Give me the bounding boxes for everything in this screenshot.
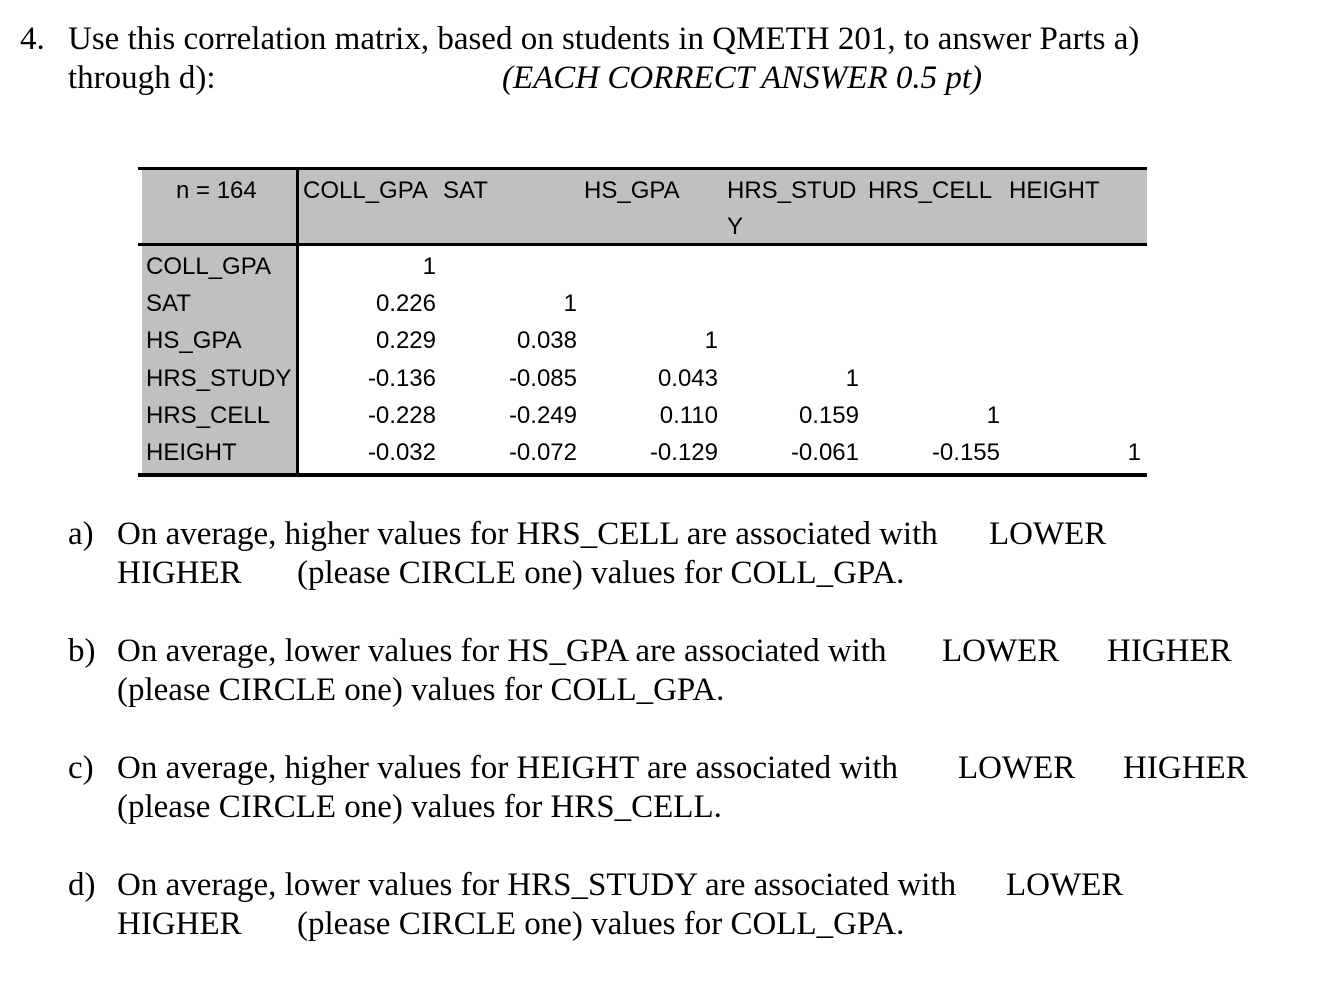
header-divider	[138, 243, 1147, 246]
part-a-letter: a)	[68, 516, 94, 552]
matrix-cell: -0.061	[790, 439, 859, 466]
matrix-cell: -0.228	[367, 402, 436, 429]
part-c-instruction: (please CIRCLE one) values for HRS_CELL.	[117, 789, 722, 825]
column-header-hrs-study-wrap: Y	[727, 213, 744, 240]
row-label-sat: SAT	[146, 290, 191, 317]
matrix-cell: -0.155	[931, 439, 1000, 466]
matrix-cell: -0.072	[508, 439, 577, 466]
part-c-lower-option[interactable]: LOWER	[958, 750, 1076, 786]
part-c-higher-option[interactable]: HIGHER	[1123, 750, 1248, 786]
top-border	[138, 167, 1147, 170]
question-number: 4.	[20, 21, 45, 57]
matrix-cell: -0.085	[508, 365, 577, 392]
matrix-cell: 0.038	[516, 327, 577, 354]
label-column-divider	[296, 167, 299, 473]
part-a-instruction: (please CIRCLE one) values for COLL_GPA.	[297, 555, 905, 591]
matrix-cell: 0.043	[657, 365, 718, 392]
row-label-height: HEIGHT	[146, 439, 237, 466]
matrix-cell: 1	[986, 402, 1000, 429]
matrix-cell: 1	[704, 327, 718, 354]
part-b-instruction: (please CIRCLE one) values for COLL_GPA.	[117, 672, 725, 708]
part-b-higher-option[interactable]: HIGHER	[1107, 633, 1232, 669]
question-intro-line1: Use this correlation matrix, based on students in QMETH 201, to answer Parts a)	[68, 21, 1140, 57]
matrix-cell: 1	[422, 253, 436, 280]
matrix-cell: 1	[563, 290, 577, 317]
correlation-matrix	[138, 167, 1147, 478]
bottom-border	[138, 473, 1147, 477]
part-a-question: On average, higher values for HRS_CELL are associated with	[117, 516, 938, 552]
matrix-cell: 0.159	[798, 402, 859, 429]
matrix-cell: 1	[845, 365, 859, 392]
column-header-hrs-cell: HRS_CELL	[868, 177, 993, 204]
row-label-hrs-study: HRS_STUDY	[146, 365, 292, 392]
matrix-cell: -0.136	[367, 365, 436, 392]
column-header-height: HEIGHT	[1009, 177, 1100, 204]
part-b-question: On average, lower values for HS_GPA are associated with	[117, 633, 887, 669]
row-label-coll-gpa: COLL_GPA	[146, 253, 271, 280]
question-intro-line2: through d):	[68, 60, 216, 96]
matrix-cell: -0.129	[649, 439, 718, 466]
part-d-instruction: (please CIRCLE one) values for COLL_GPA.	[297, 906, 905, 942]
part-c-question: On average, higher values for HEIGHT are associated with	[117, 750, 899, 786]
part-c-letter: c)	[68, 750, 94, 786]
column-header-sat: SAT	[443, 177, 488, 204]
points-note: (EACH CORRECT ANSWER 0.5 pt)	[502, 60, 983, 96]
matrix-cell: 0.226	[375, 290, 436, 317]
column-header-coll-gpa: COLL_GPA	[303, 177, 428, 204]
matrix-cell: 1	[1127, 439, 1141, 466]
row-label-hrs-cell: HRS_CELL	[146, 402, 271, 429]
part-a-lower-option[interactable]: LOWER	[989, 516, 1107, 552]
matrix-cell: 0.229	[375, 327, 436, 354]
matrix-cell: -0.249	[508, 402, 577, 429]
column-header-hrs-study: HRS_STUD	[727, 177, 857, 204]
part-d-question: On average, lower values for HRS_STUDY are associated with	[117, 867, 957, 903]
n-label: n = 164	[176, 177, 257, 204]
part-a-higher-option[interactable]: HIGHER	[117, 555, 242, 591]
part-d-lower-option[interactable]: LOWER	[1006, 867, 1124, 903]
part-d-letter: d)	[68, 867, 96, 903]
matrix-cell: 0.110	[659, 402, 718, 429]
matrix-cell: -0.032	[367, 439, 436, 466]
row-label-hs-gpa: HS_GPA	[146, 327, 242, 354]
part-b-lower-option[interactable]: LOWER	[942, 633, 1060, 669]
part-b-letter: b)	[68, 633, 96, 669]
part-d-higher-option[interactable]: HIGHER	[117, 906, 242, 942]
column-header-hs-gpa: HS_GPA	[584, 177, 680, 204]
